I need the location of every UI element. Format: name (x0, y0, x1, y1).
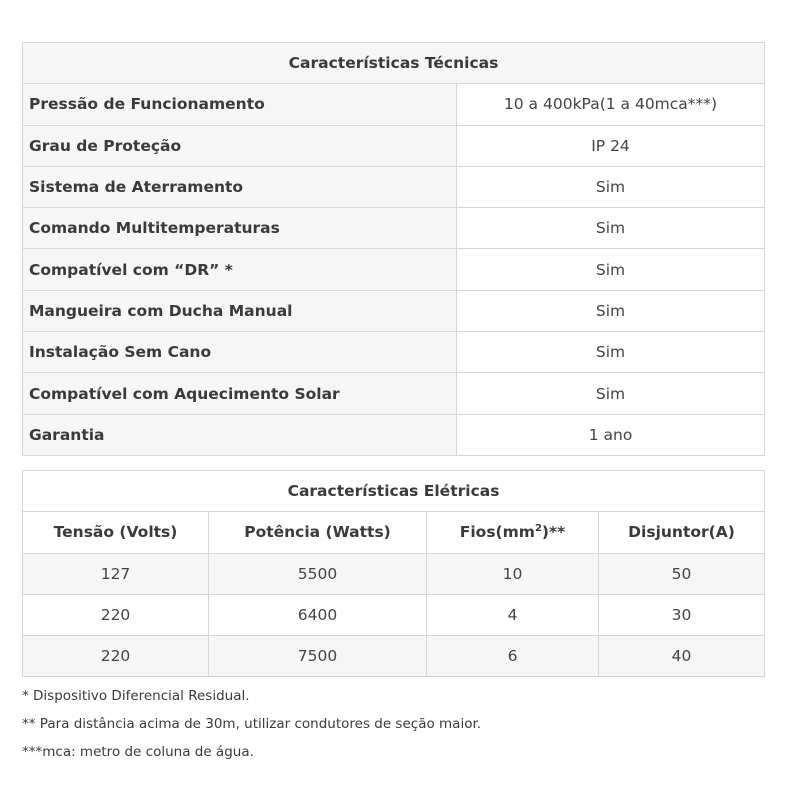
header-fios-prefix: Fios(mm (459, 523, 535, 542)
technical-specs-table (22, 42, 765, 456)
cell-tensao: 220 (23, 594, 209, 635)
spec-value: Sim (457, 290, 765, 331)
footnote-distance: ** Para distância acima de 30m, utilizar condutores de seção maior. (22, 716, 482, 732)
cell-fios: 6 (427, 636, 599, 677)
spec-value: Sim (457, 373, 765, 414)
spec-label: Instalação Sem Cano (23, 332, 457, 373)
electrical-specs-title: Características Elétricas (23, 471, 765, 512)
spec-label: Mangueira com Ducha Manual (23, 290, 457, 331)
spec-value: 1 ano (457, 414, 765, 455)
table-row (23, 553, 765, 594)
footnote-dr: * Dispositivo Diferencial Residual. (22, 688, 250, 704)
spec-label: Pressão de Funcionamento (23, 84, 457, 125)
cell-tensao: 220 (23, 636, 209, 677)
cell-disjuntor: 50 (599, 553, 765, 594)
electrical-specs-table (22, 470, 765, 677)
table-row (23, 290, 765, 331)
spec-label: Grau de Proteção (23, 125, 457, 166)
spec-value: 10 a 400kPa(1 a 40mca***) (457, 84, 765, 125)
table-row (23, 373, 765, 414)
spec-value: Sim (457, 166, 765, 207)
cell-fios: 10 (427, 553, 599, 594)
spec-value: Sim (457, 208, 765, 249)
table-row (23, 636, 765, 677)
table-row (23, 208, 765, 249)
table-row (23, 414, 765, 455)
table-title-row (23, 471, 765, 512)
spec-label: Compatível com Aquecimento Solar (23, 373, 457, 414)
cell-potencia: 5500 (209, 553, 427, 594)
footnote-mca: ***mca: metro de coluna de água. (22, 744, 254, 760)
spec-value: IP 24 (457, 125, 765, 166)
table-row (23, 84, 765, 125)
header-fios-suffix: )** (541, 523, 566, 542)
header-potencia: Potência (Watts) (209, 512, 427, 553)
spec-value: Sim (457, 249, 765, 290)
spec-label: Compatível com “DR” * (23, 249, 457, 290)
cell-potencia: 7500 (209, 636, 427, 677)
table-row (23, 332, 765, 373)
technical-specs-title: Características Técnicas (23, 43, 765, 84)
header-disjuntor: Disjuntor(A) (599, 512, 765, 553)
table-row (23, 125, 765, 166)
header-fios (427, 512, 599, 553)
table-row (23, 594, 765, 635)
table-header-row (23, 512, 765, 553)
table-title-row (23, 43, 765, 84)
cell-tensao: 127 (23, 553, 209, 594)
spec-label: Garantia (23, 414, 457, 455)
cell-fios: 4 (427, 594, 599, 635)
spec-value: Sim (457, 332, 765, 373)
cell-disjuntor: 40 (599, 636, 765, 677)
cell-disjuntor: 30 (599, 594, 765, 635)
cell-potencia: 6400 (209, 594, 427, 635)
header-tensao: Tensão (Volts) (23, 512, 209, 553)
header-fios-sup: 2 (534, 523, 542, 535)
table-row (23, 249, 765, 290)
table-row (23, 166, 765, 207)
footnotes (22, 682, 481, 766)
spec-label: Sistema de Aterramento (23, 166, 457, 207)
spec-label: Comando Multitemperaturas (23, 208, 457, 249)
